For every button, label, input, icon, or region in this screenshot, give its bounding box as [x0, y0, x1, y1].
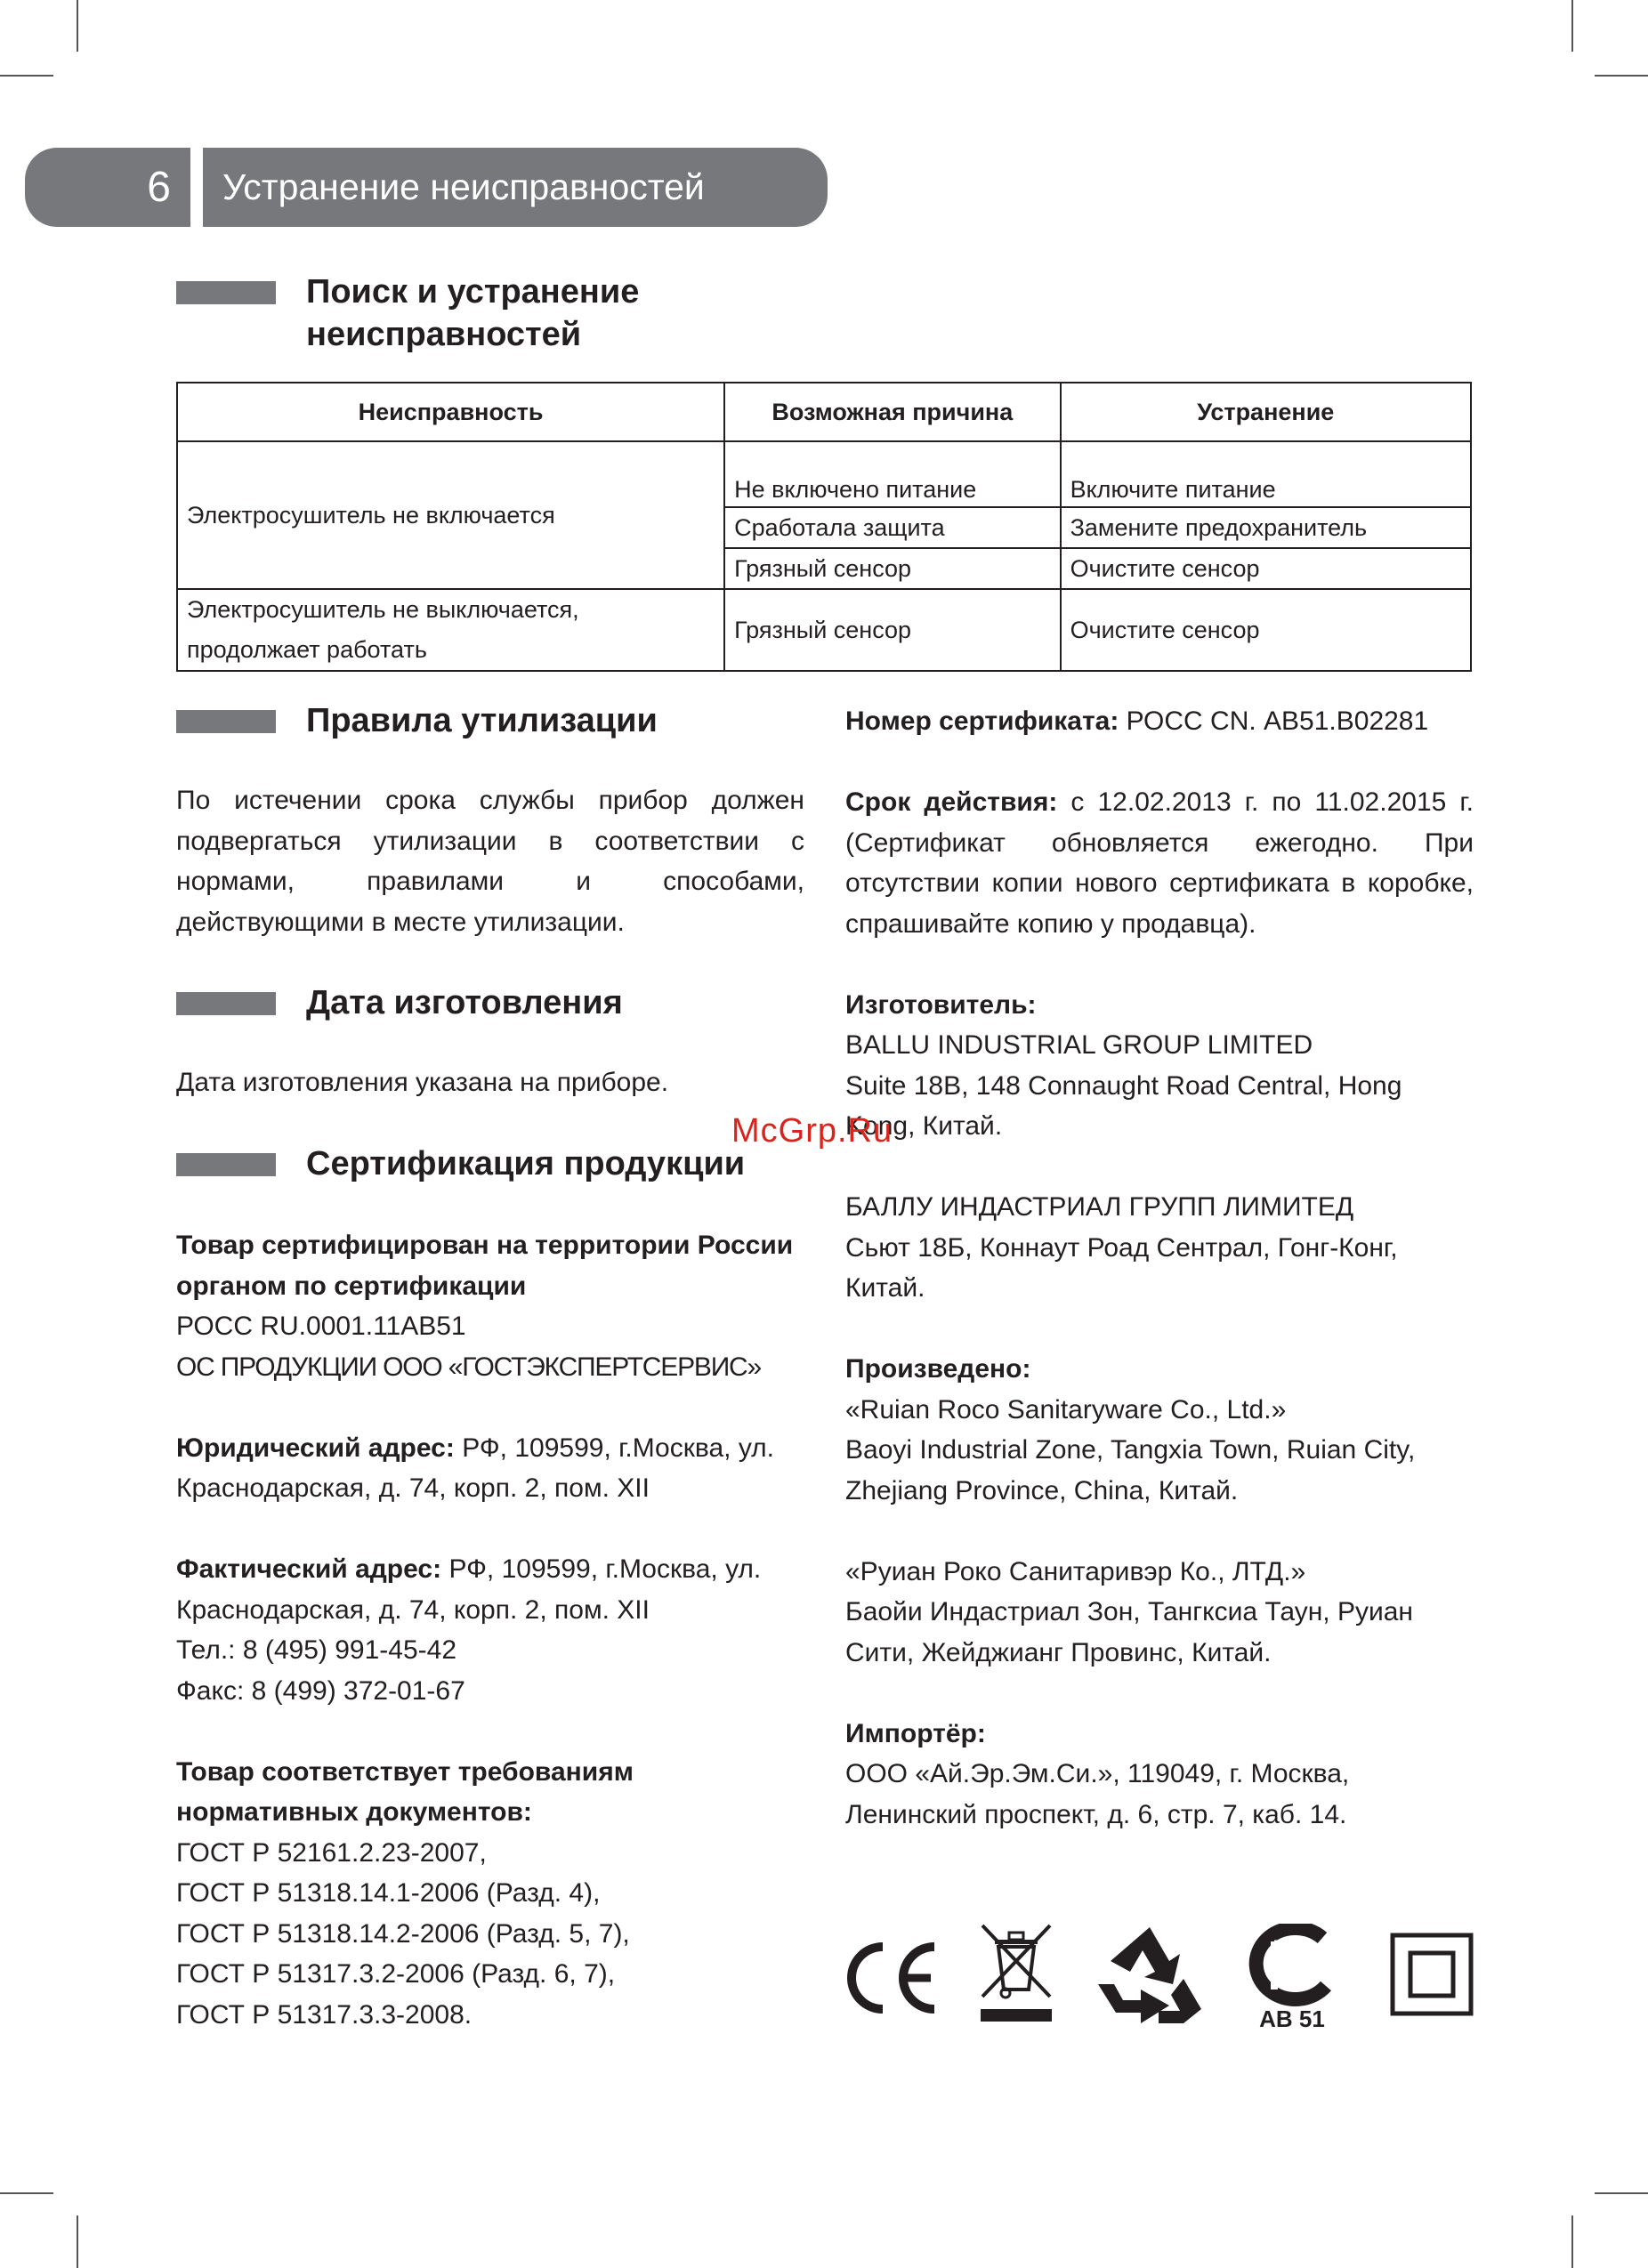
fax: Факс: 8 (499) 372-01-67 — [176, 1675, 465, 1706]
section-bar — [176, 281, 276, 304]
fault-cell: Электросушитель не включается — [177, 441, 724, 589]
cause-cell: Грязный сенсор — [724, 589, 1060, 671]
cert-body-name: ОС ПРОДУКЦИИ ООО «ГОСТЭКСПЕРТСЕРВИС» — [176, 1352, 762, 1382]
table-row — [177, 589, 1471, 671]
troubleshooting-table — [176, 382, 1472, 672]
maker-en-address: Suite 18B, 148 Connaught Road Central, Hong Kong, Китай. — [845, 1070, 1402, 1141]
crop-mark — [1571, 2216, 1573, 2268]
section-title-manufacture-date: Дата изготовления — [306, 984, 623, 1021]
page-number: 6 — [25, 148, 190, 227]
certification-block — [176, 1225, 808, 2035]
cert-body-code: РОСС RU.0001.11АВ51 — [176, 1312, 466, 1341]
fault-cell: Электросушитель не выключается, продолжает работать — [177, 589, 724, 671]
actual-address-label: Фактический адрес: — [176, 1554, 442, 1584]
maker-ru-address: Сьют 18Б, Коннаут Роад Сентрал, Гонг-Конг, Китай. — [845, 1232, 1398, 1303]
importer-value: ООО «Ай.Эр.Эм.Си.», 119049, г. Москва, Ленинский проспект, д. 6, стр. 7, каб. 14. — [845, 1759, 1350, 1829]
header-fault: Неисправность — [177, 383, 724, 441]
produced-ru-name: «Руиан Роко Санитаривэр Ко., ЛТД.» — [845, 1556, 1306, 1586]
crop-mark — [0, 75, 53, 77]
crop-mark — [1595, 75, 1648, 77]
crop-mark — [77, 0, 78, 52]
crop-mark — [1571, 0, 1573, 52]
section-title-disposal: Правила утилизации — [306, 702, 658, 739]
watermark: McGrp.Ru — [731, 1112, 893, 1150]
section-bar — [176, 1153, 276, 1176]
crop-mark — [1595, 2192, 1648, 2194]
right-column — [845, 701, 1474, 1835]
fix-cell: Замените предохранитель — [1061, 507, 1471, 548]
fix-cell: Включите питание — [1061, 441, 1471, 507]
manufacture-text: Дата изготовления указана на приборе. — [176, 1068, 669, 1097]
norm-item: ГОСТ Р 51318.14.1-2006 (Разд. 4), — [176, 1878, 601, 1908]
ce-mark-icon — [842, 1940, 940, 2016]
maker-en-name: BALLU INDUSTRIAL GROUP LIMITED — [845, 1030, 1313, 1060]
table-row — [177, 441, 1471, 507]
actual-address-value: РФ, 109599, г.Москва, ул. Краснодарская, д. 74, корп. 2, пом. XII — [176, 1554, 762, 1625]
produced-label: Произведено: — [845, 1354, 1031, 1384]
cert-number-label: Номер сертификата: — [845, 706, 1119, 736]
cause-cell: Грязный сенсор — [724, 548, 1060, 589]
produced-en-name: «Ruian Roco Sanitaryware Co., Ltd.» — [845, 1394, 1287, 1425]
section-bar — [176, 710, 276, 733]
header-fix: Устранение — [1061, 383, 1471, 441]
importer-label: Импортёр: — [845, 1718, 986, 1748]
produced-en-address: Baoyi Industrial Zone, Tangxia Town, Ruian City, Zhejiang Province, China, Китай. — [845, 1435, 1416, 1505]
weee-bin-icon — [979, 1922, 1054, 2027]
norm-item: ГОСТ Р 51317.3.3-2008. — [176, 1999, 473, 2030]
norm-item: ГОСТ Р 51318.14.2-2006 (Разд. 5, 7), — [176, 1918, 630, 1949]
norms-heading: Товар соответствует требованиям нормативных документов: — [176, 1756, 634, 1827]
pc-certification-icon — [1244, 1924, 1340, 2030]
norm-item: ГОСТ Р 51317.3.2-2006 (Разд. 6, 7), — [176, 1959, 616, 1989]
legal-address-value: РФ, 109599, г.Москва, ул. Краснодарская, д. 74, корп. 2, пом. XII — [176, 1433, 775, 1503]
cert-number-value: РОСС CN. АВ51.В02281 — [1126, 706, 1429, 736]
disposal-text: По истечении срока службы прибор должен подвергаться утилизации в соответствии с нормами, правилами и способами, действующими в месте утилизации. — [176, 786, 804, 937]
validity-value: с 12.02.2013 г. по 11.02.2015 г. (Сертификат обновляется ежегодно. При отсутствии копии нового сертификата в коробке, спрашивайте копию у продавца). — [845, 787, 1474, 939]
legal-address-label: Юридический адрес: — [176, 1433, 455, 1463]
double-insulation-icon — [1390, 1933, 1474, 2016]
section-bar — [176, 992, 276, 1015]
norm-item: ГОСТ Р 52161.2.23-2007, — [176, 1837, 487, 1868]
chapter-title: Устранение неисправностей — [203, 148, 828, 227]
crop-mark — [0, 2192, 53, 2194]
pc-code: АВ 51 — [1259, 2006, 1325, 2030]
maker-ru-name: БАЛЛУ ИНДАСТРИАЛ ГРУПП ЛИМИТЕД — [845, 1192, 1354, 1222]
certified-heading: Товар сертифицирован на территории России органом по сертификации — [176, 1231, 794, 1301]
validity-label: Срок действия: — [845, 787, 1058, 817]
cause-cell: Сработала защита — [724, 507, 1060, 548]
phone: Тел.: 8 (495) 991-45-42 — [176, 1635, 456, 1665]
cause-cell: Не включено питание — [724, 441, 1060, 507]
recycle-icon — [1095, 1922, 1207, 2027]
section-title-certification: Сертификация продукции — [306, 1145, 746, 1182]
fix-cell: Очистите сенсор — [1061, 548, 1471, 589]
produced-ru-address: Баойи Индастриал Зон, Тангксиа Таун, Руиан Сити, Жейджианг Провинс, Китай. — [845, 1597, 1413, 1667]
maker-label: Изготовитель: — [845, 989, 1037, 1020]
crop-mark — [77, 2216, 78, 2268]
table-header-row — [177, 383, 1471, 441]
header-cause: Возможная причина — [724, 383, 1060, 441]
section-title-troubleshooting: Поиск и устранение неисправностей — [306, 273, 640, 353]
fix-cell: Очистите сенсор — [1061, 589, 1471, 671]
